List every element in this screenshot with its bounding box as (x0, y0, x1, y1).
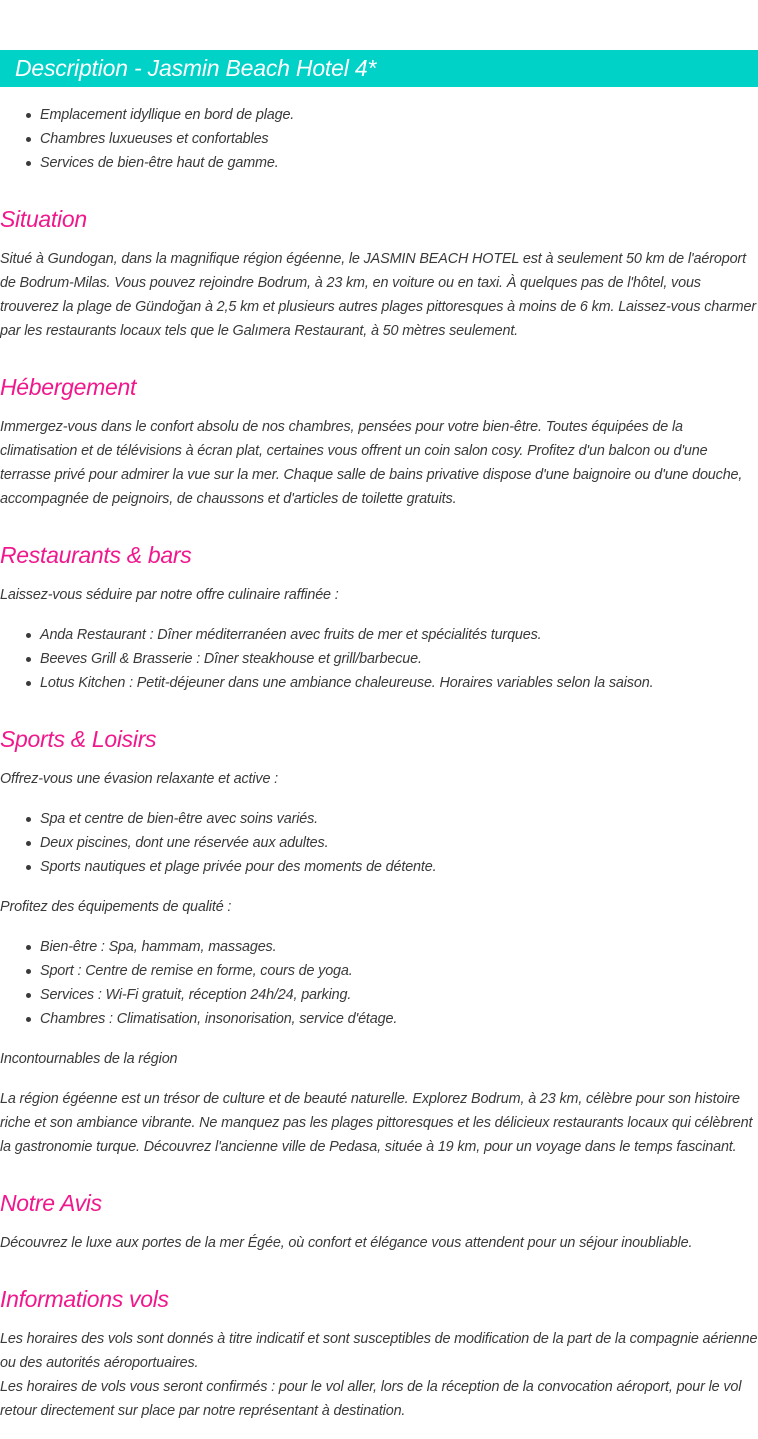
equipment-intro-block (0, 895, 758, 919)
list-item: Bien-être : Spa, hammam, massages. (0, 935, 758, 959)
hebergement-section (0, 371, 758, 403)
page-title: Description - Jasmin Beach Hotel 4* (15, 55, 377, 81)
restaurants-list-block (0, 623, 758, 695)
equipment-list (0, 935, 758, 1031)
list-item: Chambres : Climatisation, insonorisation, service d'étage. (0, 1007, 758, 1031)
restaurants-intro: Laissez-vous séduire par notre offre culinaire raffinée : (0, 587, 339, 603)
avis-text: Découvrez le luxe aux portes de la mer Égée, où confort et élégance vous attendent pour un séjour inoubliable. (0, 1235, 693, 1251)
hebergement-body (0, 415, 758, 511)
section-heading-restaurants: Restaurants & bars (0, 542, 192, 568)
list-item: Chambres luxueuses et confortables (0, 127, 758, 151)
section-heading-situation: Situation (0, 206, 87, 232)
list-item: Sport : Centre de remise en forme, cours de yoga. (0, 959, 758, 983)
vols-text-1: Les horaires des vols sont donnés à titre indicatif et sont susceptibles de modification de la part de la compagnie aérienne ou des autorités aéroportuaires. (0, 1331, 758, 1371)
section-heading-sports: Sports & Loisirs (0, 726, 157, 752)
vols-text-2: Les horaires de vols vous seront confirmés : pour le vol aller, lors de la réception de la convocation aéroport, pour le vol retour directement sur place par notre représentant à destination. (0, 1379, 742, 1419)
region-title: Incontournables de la région (0, 1051, 178, 1067)
situation-text: Situé à Gundogan, dans la magnifique région égéenne, le JASMIN BEACH HOTEL est à seulement 50 km de l'aéroport de Bodrum-Milas. Vous pouvez rejoindre Bodrum, à 23 km, en voiture ou en taxi. À quelques pas de l'hôtel, vous trouverez la plage de Gündoğan à 2,5 km et plusieurs autres plages pittoresques à moins de 6 km. Laissez-vous charmer par les restaurants locaux tels que le Galımera Restaurant, à 50 mètres seulement. (0, 251, 756, 339)
vols-body (0, 1327, 758, 1423)
section-heading-hebergement: Hébergement (0, 374, 137, 400)
list-item: Services : Wi-Fi gratuit, réception 24h/24, parking. (0, 983, 758, 1007)
sports-list-block (0, 807, 758, 879)
sports-section (0, 723, 758, 755)
list-item: Services de bien-être haut de gamme. (0, 151, 758, 175)
list-item: Sports nautiques et plage privée pour des moments de détente. (0, 855, 758, 879)
situation-section (0, 203, 758, 235)
list-item: Deux piscines, dont une réservée aux adultes. (0, 831, 758, 855)
region-body (0, 1087, 758, 1159)
equipment-intro: Profitez des équipements de qualité : (0, 899, 232, 915)
title-bar (0, 50, 758, 87)
avis-body (0, 1231, 758, 1255)
region-title-block (0, 1047, 758, 1071)
region-text: La région égéenne est un trésor de culture et de beauté naturelle. Explorez Bodrum, à 23 km, célèbre pour son histoire riche et son ambiance vibrante. Ne manquez pas les plages pittoresques et les délicieux restaurants locaux qui célèbrent la gastronomie turque. Découvrez l'ancienne ville de Pedasa, située à 19 km, pour un voyage dans le temps fascinant. (0, 1091, 753, 1155)
section-heading-vols: Informations vols (0, 1286, 169, 1312)
sports-intro: Offrez-vous une évasion relaxante et active : (0, 771, 279, 787)
vols-section (0, 1283, 758, 1315)
section-heading-avis: Notre Avis (0, 1190, 102, 1216)
list-item: Lotus Kitchen : Petit-déjeuner dans une ambiance chaleureuse. Horaires variables selon la saison. (0, 671, 758, 695)
list-item: Beeves Grill & Brasserie : Dîner steakhouse et grill/barbecue. (0, 647, 758, 671)
restaurants-section (0, 539, 758, 571)
hebergement-text: Immergez-vous dans le confort absolu de nos chambres, pensées pour votre bien-être. Toutes équipées de la climatisation et de télévisions à écran plat, certaines vous offrent un coin salon cosy. Profitez d'un balcon ou d'une terrasse privé pour admirer la vue sur la mer. Chaque salle de bains privative dispose d'une baignoire ou d'une douche, accompagnée de peignoirs, de chaussons et d'articles de toilette gratuits. (0, 419, 743, 507)
highlights-list (0, 103, 758, 175)
equipment-list-block (0, 935, 758, 1031)
list-item: Emplacement idyllique en bord de plage. (0, 103, 758, 127)
avis-section (0, 1187, 758, 1219)
list-item: Spa et centre de bien-être avec soins variés. (0, 807, 758, 831)
sports-intro-block (0, 767, 758, 791)
sports-list (0, 807, 758, 879)
situation-body (0, 247, 758, 343)
list-item: Anda Restaurant : Dîner méditerranéen avec fruits de mer et spécialités turques. (0, 623, 758, 647)
restaurants-intro-block (0, 583, 758, 607)
highlights-section (0, 103, 758, 175)
restaurants-list (0, 623, 758, 695)
